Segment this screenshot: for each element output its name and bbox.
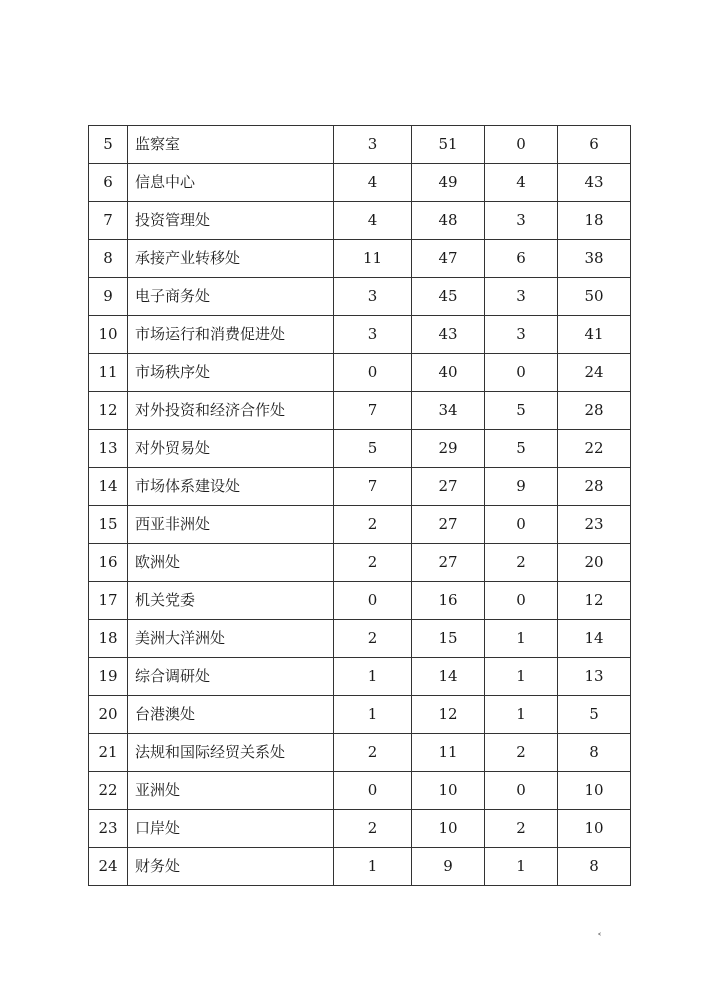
- value-cell-col4: 24: [558, 354, 631, 392]
- department-name-cell: 口岸处: [128, 810, 334, 848]
- value-cell-col4: 13: [558, 658, 631, 696]
- row-number-cell: 6: [89, 164, 128, 202]
- value-cell-col1: 0: [334, 354, 412, 392]
- value-cell-col3: 3: [485, 278, 558, 316]
- table-row: [89, 734, 631, 772]
- value-cell-col1: 2: [334, 734, 412, 772]
- department-name-cell: 美洲大洋洲处: [128, 620, 334, 658]
- value-cell-col4: 28: [558, 392, 631, 430]
- value-cell-col1: 11: [334, 240, 412, 278]
- row-number-cell: 5: [89, 126, 128, 164]
- value-cell-col2: 16: [412, 582, 485, 620]
- value-cell-col3: 4: [485, 164, 558, 202]
- value-cell-col3: 5: [485, 392, 558, 430]
- value-cell-col2: 12: [412, 696, 485, 734]
- value-cell-col3: 9: [485, 468, 558, 506]
- row-number-cell: 16: [89, 544, 128, 582]
- value-cell-col3: 2: [485, 734, 558, 772]
- value-cell-col2: 34: [412, 392, 485, 430]
- value-cell-col2: 14: [412, 658, 485, 696]
- value-cell-col2: 11: [412, 734, 485, 772]
- row-number-cell: 9: [89, 278, 128, 316]
- row-number-cell: 21: [89, 734, 128, 772]
- department-name-cell: 市场体系建设处: [128, 468, 334, 506]
- value-cell-col2: 43: [412, 316, 485, 354]
- value-cell-col4: 10: [558, 810, 631, 848]
- value-cell-col1: 1: [334, 696, 412, 734]
- department-name-cell: 综合调研处: [128, 658, 334, 696]
- value-cell-col2: 27: [412, 506, 485, 544]
- value-cell-col4: 18: [558, 202, 631, 240]
- row-number-cell: 18: [89, 620, 128, 658]
- value-cell-col4: 22: [558, 430, 631, 468]
- value-cell-col3: 0: [485, 126, 558, 164]
- table-row: [89, 810, 631, 848]
- value-cell-col1: 3: [334, 126, 412, 164]
- value-cell-col1: 0: [334, 582, 412, 620]
- row-number-cell: 13: [89, 430, 128, 468]
- value-cell-col3: 5: [485, 430, 558, 468]
- value-cell-col3: 0: [485, 582, 558, 620]
- value-cell-col3: 1: [485, 620, 558, 658]
- row-number-cell: 14: [89, 468, 128, 506]
- value-cell-col2: 51: [412, 126, 485, 164]
- table-row: [89, 354, 631, 392]
- value-cell-col2: 48: [412, 202, 485, 240]
- value-cell-col4: 43: [558, 164, 631, 202]
- value-cell-col3: 0: [485, 506, 558, 544]
- value-cell-col3: 2: [485, 810, 558, 848]
- table-row: [89, 506, 631, 544]
- row-number-cell: 24: [89, 848, 128, 886]
- value-cell-col3: 6: [485, 240, 558, 278]
- value-cell-col4: 10: [558, 772, 631, 810]
- table-row: [89, 772, 631, 810]
- department-name-cell: 亚洲处: [128, 772, 334, 810]
- table-row: [89, 544, 631, 582]
- table-row: [89, 126, 631, 164]
- value-cell-col4: 28: [558, 468, 631, 506]
- value-cell-col2: 47: [412, 240, 485, 278]
- value-cell-col3: 2: [485, 544, 558, 582]
- department-name-cell: 西亚非洲处: [128, 506, 334, 544]
- value-cell-col4: 8: [558, 734, 631, 772]
- row-number-cell: 7: [89, 202, 128, 240]
- value-cell-col1: 3: [334, 316, 412, 354]
- value-cell-col1: 0: [334, 772, 412, 810]
- value-cell-col2: 49: [412, 164, 485, 202]
- row-number-cell: 22: [89, 772, 128, 810]
- row-number-cell: 11: [89, 354, 128, 392]
- department-stats-table: [88, 125, 631, 886]
- value-cell-col1: 2: [334, 506, 412, 544]
- value-cell-col1: 3: [334, 278, 412, 316]
- value-cell-col3: 3: [485, 202, 558, 240]
- table-row: [89, 240, 631, 278]
- row-number-cell: 12: [89, 392, 128, 430]
- department-name-cell: 对外贸易处: [128, 430, 334, 468]
- table-row: [89, 316, 631, 354]
- value-cell-col4: 8: [558, 848, 631, 886]
- value-cell-col2: 10: [412, 772, 485, 810]
- value-cell-col4: 14: [558, 620, 631, 658]
- value-cell-col1: 5: [334, 430, 412, 468]
- table-row: [89, 164, 631, 202]
- value-cell-col4: 5: [558, 696, 631, 734]
- value-cell-col1: 4: [334, 164, 412, 202]
- table-row: [89, 620, 631, 658]
- value-cell-col4: 20: [558, 544, 631, 582]
- department-name-cell: 机关党委: [128, 582, 334, 620]
- row-number-cell: 8: [89, 240, 128, 278]
- value-cell-col4: 50: [558, 278, 631, 316]
- table-row: [89, 658, 631, 696]
- value-cell-col1: 4: [334, 202, 412, 240]
- table-row: [89, 430, 631, 468]
- department-name-cell: 对外投资和经济合作处: [128, 392, 334, 430]
- page-corner-mark: ˂: [597, 933, 602, 944]
- value-cell-col2: 10: [412, 810, 485, 848]
- value-cell-col4: 12: [558, 582, 631, 620]
- department-name-cell: 电子商务处: [128, 278, 334, 316]
- value-cell-col3: 0: [485, 772, 558, 810]
- value-cell-col3: 1: [485, 848, 558, 886]
- department-name-cell: 投资管理处: [128, 202, 334, 240]
- row-number-cell: 23: [89, 810, 128, 848]
- row-number-cell: 10: [89, 316, 128, 354]
- table-row: [89, 696, 631, 734]
- table-body: [89, 126, 631, 886]
- value-cell-col1: 7: [334, 468, 412, 506]
- value-cell-col2: 9: [412, 848, 485, 886]
- value-cell-col2: 27: [412, 468, 485, 506]
- value-cell-col1: 2: [334, 810, 412, 848]
- value-cell-col1: 2: [334, 620, 412, 658]
- department-name-cell: 台港澳处: [128, 696, 334, 734]
- value-cell-col2: 27: [412, 544, 485, 582]
- value-cell-col1: 7: [334, 392, 412, 430]
- department-name-cell: 欧洲处: [128, 544, 334, 582]
- value-cell-col2: 45: [412, 278, 485, 316]
- value-cell-col4: 23: [558, 506, 631, 544]
- department-name-cell: 市场秩序处: [128, 354, 334, 392]
- department-name-cell: 信息中心: [128, 164, 334, 202]
- value-cell-col3: 1: [485, 658, 558, 696]
- value-cell-col2: 40: [412, 354, 485, 392]
- row-number-cell: 17: [89, 582, 128, 620]
- value-cell-col3: 0: [485, 354, 558, 392]
- value-cell-col3: 3: [485, 316, 558, 354]
- table-row: [89, 848, 631, 886]
- department-name-cell: 财务处: [128, 848, 334, 886]
- department-name-cell: 法规和国际经贸关系处: [128, 734, 334, 772]
- department-name-cell: 市场运行和消费促进处: [128, 316, 334, 354]
- value-cell-col1: 1: [334, 848, 412, 886]
- table-row: [89, 392, 631, 430]
- value-cell-col3: 1: [485, 696, 558, 734]
- table-row: [89, 278, 631, 316]
- department-name-cell: 承接产业转移处: [128, 240, 334, 278]
- table-row: [89, 468, 631, 506]
- value-cell-col2: 29: [412, 430, 485, 468]
- value-cell-col1: 1: [334, 658, 412, 696]
- table-row: [89, 582, 631, 620]
- department-name-cell: 监察室: [128, 126, 334, 164]
- row-number-cell: 15: [89, 506, 128, 544]
- value-cell-col4: 6: [558, 126, 631, 164]
- value-cell-col4: 38: [558, 240, 631, 278]
- table-row: [89, 202, 631, 240]
- value-cell-col1: 2: [334, 544, 412, 582]
- value-cell-col4: 41: [558, 316, 631, 354]
- row-number-cell: 19: [89, 658, 128, 696]
- row-number-cell: 20: [89, 696, 128, 734]
- value-cell-col2: 15: [412, 620, 485, 658]
